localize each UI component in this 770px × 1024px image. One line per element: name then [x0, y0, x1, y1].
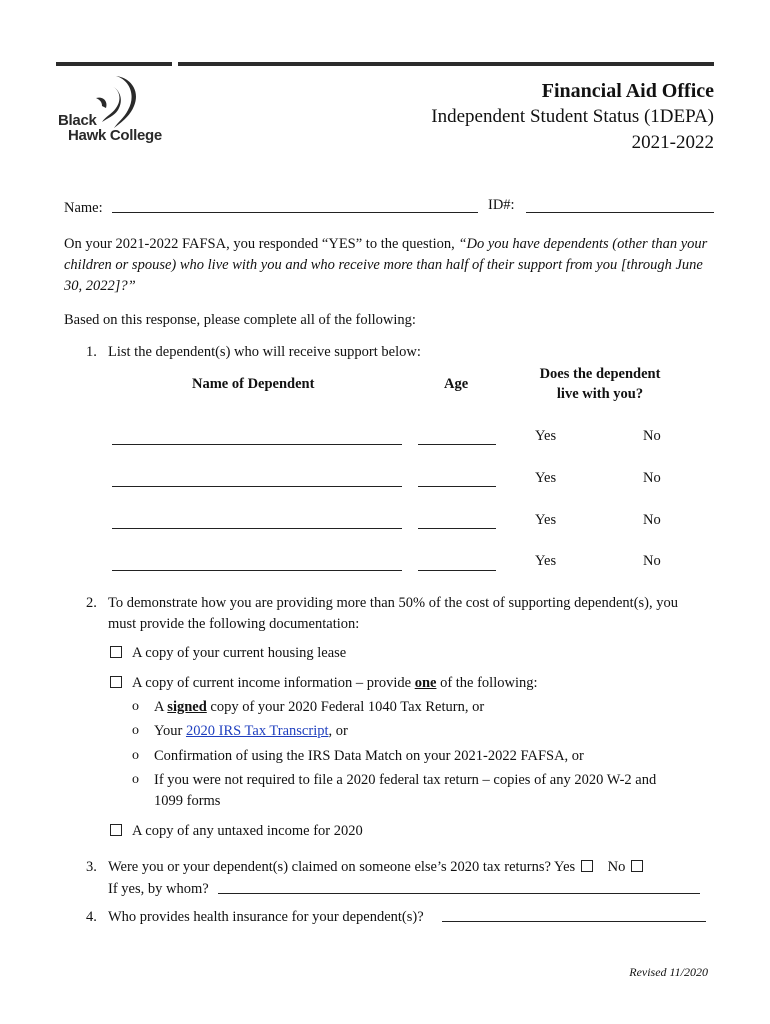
office-title: Financial Aid Office: [541, 80, 714, 102]
form-title: Independent Student Status (1DEPA): [431, 106, 714, 127]
dependent-name-field-1[interactable]: [112, 444, 402, 445]
untaxed-income-label: A copy of any untaxed income for 2020: [132, 823, 363, 839]
sub-item-2-c: , or: [328, 723, 348, 739]
dependent-age-field-1[interactable]: [418, 444, 496, 445]
income-info-label-c: of the following:: [436, 675, 538, 691]
sub-item-w2-line-1: If you were not required to file a 2020 federal tax return – copies of any 2020 W-2 and: [154, 772, 657, 788]
intro-paragraph: [64, 234, 714, 297]
id-field[interactable]: [526, 212, 714, 213]
item-2-text-line-2: must provide the following documentation:: [108, 616, 360, 632]
income-info-label-one: one: [414, 675, 437, 691]
intro-question: “Do you have dependents (other than your children or spouse) who live with you and who receive more than half of their support from you [through June 30, 2022]?”: [64, 236, 708, 294]
sub-item-irs-data-match: Confirmation of using the IRS Data Match on your 2021-2022 FAFSA, or: [154, 748, 584, 764]
sub-bullet-2: o: [132, 723, 139, 738]
dependent-1-yes[interactable]: Yes: [535, 428, 557, 444]
dependent-3-yes[interactable]: Yes: [535, 512, 557, 528]
sub-item-w2-line-2: 1099 forms: [154, 793, 221, 809]
item-3-follow-label: If yes, by whom?: [108, 881, 209, 897]
based-on-text: Based on this response, please complete all of the following:: [64, 312, 416, 328]
sub-item-tax-transcript: [154, 721, 348, 741]
claimed-yes-checkbox[interactable]: [581, 860, 593, 872]
sub-item-2-a: Your: [154, 723, 186, 739]
item-1-text: List the dependent(s) who will receive support below:: [108, 344, 421, 360]
income-info-checkbox[interactable]: [110, 676, 122, 688]
sub-item-1-c: copy of your 2020 Federal 1040 Tax Return, or: [206, 699, 485, 715]
name-label: Name:: [64, 200, 103, 216]
item-3-line: [108, 857, 643, 877]
column-header-lives-with: [520, 364, 680, 404]
item-3-number: 3.: [86, 859, 97, 875]
column-header-age: Age: [444, 376, 469, 392]
dependent-2-yes[interactable]: Yes: [535, 470, 557, 486]
sub-item-1-a: A: [154, 699, 168, 715]
item-3-text: Were you or your dependent(s) claimed on someone else’s 2020 tax returns? Yes: [108, 859, 576, 875]
dependent-name-field-2[interactable]: [112, 486, 402, 487]
dependent-2-no[interactable]: No: [643, 470, 661, 486]
option-untaxed-income[interactable]: [110, 821, 363, 841]
logo-line-1: Black: [58, 112, 97, 129]
irs-tax-transcript-link[interactable]: 2020 IRS Tax Transcript: [185, 723, 329, 739]
sub-bullet-4: o: [132, 772, 139, 787]
sub-item-signed-1040: [154, 697, 484, 717]
column-header-name: Name of Dependent: [192, 376, 315, 392]
sub-bullet-1: o: [132, 699, 139, 714]
dependent-4-no[interactable]: No: [643, 553, 661, 569]
sub-bullet-3: o: [132, 748, 139, 763]
dependent-name-field-4[interactable]: [112, 570, 402, 571]
item-4-number: 4.: [86, 909, 97, 925]
column-header-lives-line-1: Does the dependent: [539, 366, 661, 382]
untaxed-income-checkbox[interactable]: [110, 824, 122, 836]
item-4-text: Who provides health insurance for your dependent(s)?: [108, 909, 424, 925]
header-rule-gap: [172, 62, 178, 66]
item-2-number: 2.: [86, 595, 97, 611]
name-field[interactable]: [112, 212, 478, 213]
dependent-name-field-3[interactable]: [112, 528, 402, 529]
dependent-age-field-4[interactable]: [418, 570, 496, 571]
dependent-3-no[interactable]: No: [643, 512, 661, 528]
revised-date: Revised 11/2020: [629, 965, 708, 979]
intro-prefix: On your 2021-2022 FAFSA, you responded “YES” to the question,: [64, 236, 459, 252]
claimed-by-whom-field[interactable]: [218, 893, 700, 894]
header-rule: [56, 62, 714, 66]
id-label: ID#:: [488, 197, 515, 213]
form-year: 2021-2022: [631, 132, 714, 153]
sub-item-1-signed: signed: [167, 699, 207, 715]
claimed-no-label: No: [607, 859, 626, 875]
dependent-4-yes[interactable]: Yes: [535, 553, 557, 569]
dependent-age-field-2[interactable]: [418, 486, 496, 487]
income-info-label-a: A copy of current income information – provide: [132, 675, 415, 691]
item-1-number: 1.: [86, 344, 97, 360]
dependent-1-no[interactable]: No: [643, 428, 661, 444]
option-income-info[interactable]: [110, 673, 538, 693]
column-header-lives-line-2: live with you?: [556, 386, 644, 402]
item-2-text-line-1: To demonstrate how you are providing more than 50% of the cost of supporting dependent(s), you: [108, 595, 678, 611]
dependent-age-field-3[interactable]: [418, 528, 496, 529]
option-housing-lease[interactable]: [110, 643, 346, 663]
housing-lease-label: A copy of your current housing lease: [132, 645, 347, 661]
health-insurance-field[interactable]: [442, 921, 706, 922]
claimed-no-checkbox[interactable]: [631, 860, 643, 872]
black-hawk-college-logo: [56, 70, 176, 150]
logo-line-2: Hawk College: [68, 127, 162, 144]
housing-lease-checkbox[interactable]: [110, 646, 122, 658]
